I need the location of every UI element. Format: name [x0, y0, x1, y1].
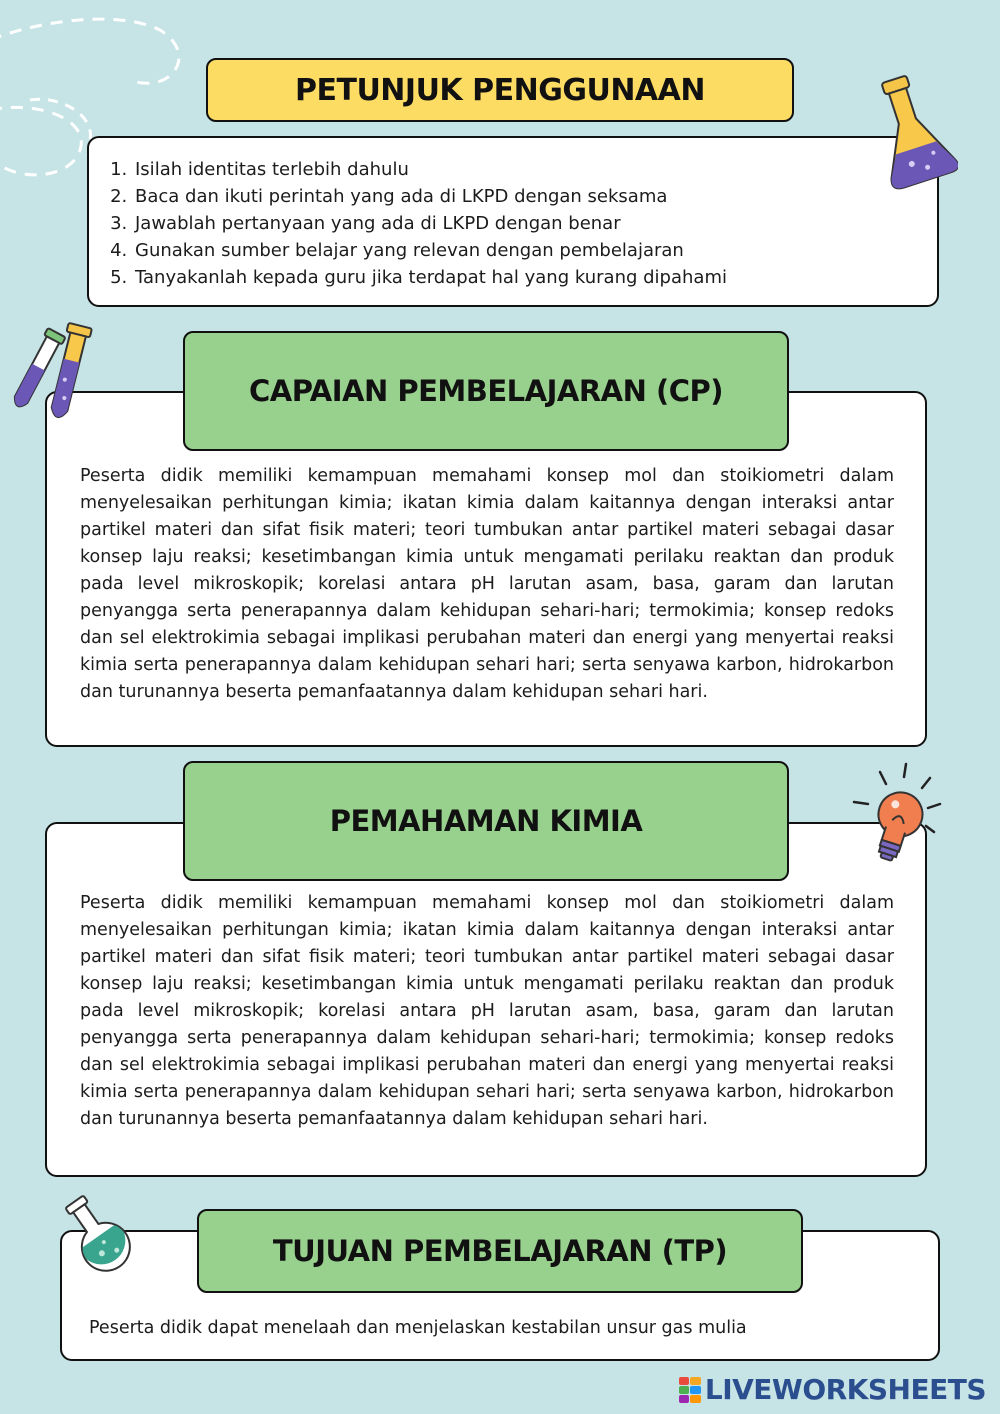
instruction-item: 1. Isilah identitas terlebih dahulu — [133, 156, 933, 183]
instructions-panel — [87, 136, 939, 307]
instructions-list — [89, 156, 933, 291]
light-bulb-icon — [848, 762, 948, 867]
tp-text: Peserta didik dapat menelaah dan menjelaskan kestabilan unsur gas mulia — [89, 1318, 747, 1338]
liveworksheets-brand[interactable] — [679, 1373, 986, 1406]
instruction-item: 3. Jawablah pertanyaan yang ada di LKPD dengan benar — [133, 210, 933, 237]
pemahaman-title: PEMAHAMAN KIMIA — [183, 761, 789, 881]
instructions-title: PETUNJUK PENGGUNAAN — [206, 58, 794, 122]
tp-title: TUJUAN PEMBELAJARAN (TP) — [197, 1209, 803, 1293]
flask-icon — [868, 70, 958, 195]
instruction-item: 2. Baca dan ikuti perintah yang ada di LKPD dengan seksama — [133, 183, 933, 210]
test-tubes-icon — [2, 320, 97, 430]
cp-title: CAPAIAN PEMBELAJARAN (CP) — [183, 331, 789, 451]
liveworksheets-logo-icon — [679, 1377, 701, 1403]
instruction-item: 5. Tanyakanlah kepada guru jika terdapat hal yang kurang dipahami — [133, 264, 933, 291]
cp-text: Peserta didik memiliki kemampuan memahami konsep mol dan stoikiometri dalam menyelesaikan perhitungan kimia; ikatan kimia dalam kaitannya dengan interaksi antar partikel materi dan sifat fisik materi; teori tumbukan antar partikel materi sebagai dasar konsep laju reaksi; kesetimbangan kimia untuk mengamati perilaku reaktan dan produk pada level mikroskopik; korelasi antara pH larutan asam, basa, garam dan larutan penyangga serta penerapannya dalam kehidupan sehari-hari; termokimia; konsep redoks dan sel elektrokimia sebagai implikasi perubahan materi dan energi yang menyertai reaksi kimia serta penerapannya dalam kehidupan sehari hari; serta senyawa karbon, hidrokarbon dan turunannya beserta pemanfaatannya dalam kehidupan sehari hari. — [80, 466, 894, 702]
instruction-item: 4. Gunakan sumber belajar yang relevan dengan pembelajaran — [133, 237, 933, 264]
brand-name: LIVEWORKSHEETS — [704, 1373, 986, 1406]
round-flask-icon — [54, 1192, 144, 1282]
pemahaman-text: Peserta didik memiliki kemampuan memahami konsep mol dan stoikiometri dalam menyelesaikan perhitungan kimia; ikatan kimia dalam kaitannya dengan interaksi antar partikel materi dan sifat fisik materi; teori tumbukan antar partikel materi sebagai dasar konsep laju reaksi; kesetimbangan kimia untuk mengamati perilaku reaktan dan produk pada level mikroskopik; korelasi antara pH larutan asam, basa, garam dan larutan penyangga serta penerapannya dalam kehidupan sehari-hari; termokimia; konsep redoks dan sel elektrokimia sebagai implikasi perubahan materi dan energi yang menyertai reaksi kimia serta penerapannya dalam kehidupan sehari hari; serta senyawa karbon, hidrokarbon dan turunannya beserta pemanfaatannya dalam kehidupan sehari hari. — [80, 893, 894, 1129]
